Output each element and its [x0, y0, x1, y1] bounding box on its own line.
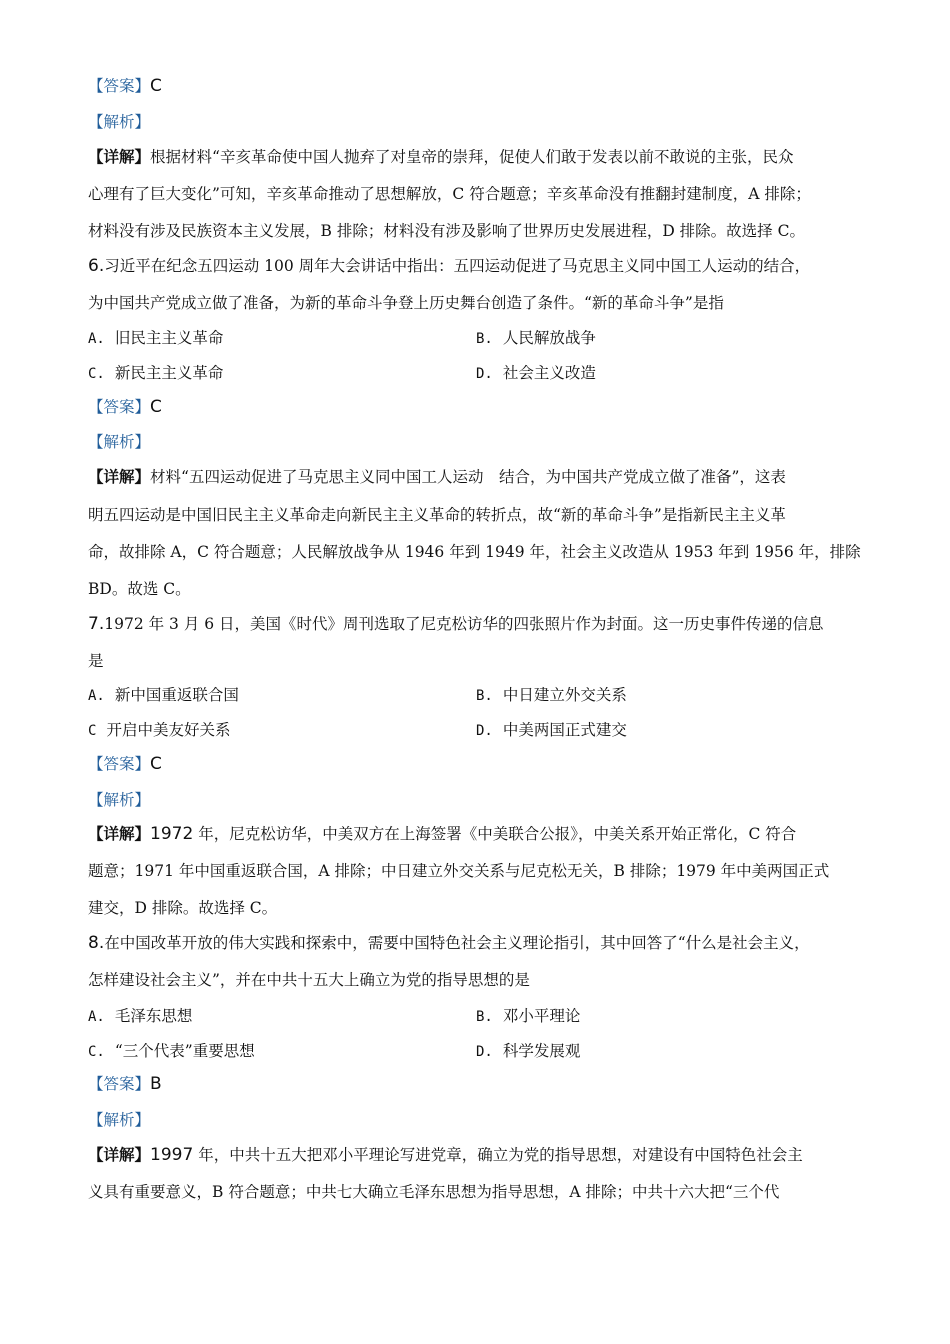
q7-detail-text-3: 建交，D 排除。故选择 C。: [88, 899, 278, 917]
q8-option-a: [88, 1005, 192, 1028]
q6-detail-text-2: 明五四运动是中国旧民主主义革命走向新民主主义革命的转折点，故“新的革命斗争”是指新民主主义革: [88, 506, 786, 524]
option-text: 社会主义改造: [502, 364, 596, 382]
analysis-tag: 【解析】: [88, 791, 151, 809]
option-letter: D.: [476, 366, 493, 382]
q7-stem-line-2: [88, 650, 868, 672]
option-letter: A.: [88, 331, 105, 347]
option-letter: D.: [476, 723, 493, 739]
option-text: 旧民主主义革命: [114, 329, 224, 347]
q6-answer-line: [88, 396, 868, 418]
q8-detail-line-1: [88, 1144, 868, 1166]
q8-analysis-line: [88, 1109, 868, 1131]
q8-detail-year: 1997: [150, 1145, 194, 1165]
q6-number: 6.: [88, 256, 105, 276]
q6-answer-value: C: [150, 397, 162, 417]
q8-detail-line-2: [88, 1181, 868, 1203]
q7-answer-line: [88, 753, 868, 775]
option-letter: C.: [88, 1044, 105, 1060]
q8-detail-text-2: 义具有重要意义，B 符合题意；中共七大确立毛泽东思想为指导思想，A 排除；中共十六大把“三个代: [88, 1183, 780, 1201]
q6-option-d: [476, 362, 596, 385]
q7-detail-text-1: 年，尼克松访华，中美双方在上海签署《中美联合公报》，中美关系开始正常化，C 符合: [193, 825, 797, 843]
option-text: 人民解放战争: [502, 329, 596, 347]
q6-option-b: [476, 327, 596, 350]
analysis-tag: 【解析】: [88, 1111, 151, 1129]
option-text: 中日建立外交关系: [502, 686, 627, 704]
option-text: 新中国重返联合国: [114, 686, 239, 704]
q7-analysis-line: [88, 789, 868, 811]
q5-detail-text-2: 心理有了巨大变化”可知，辛亥革命推动了思想解放，C 符合题意；辛亥革命没有推翻封建制度，A 排除；: [88, 185, 811, 203]
q6-stem-text-2: 为中国共产党成立做了准备，为新的革命斗争登上历史舞台创造了条件。“新的革命斗争”是指: [88, 294, 724, 312]
q5-detail-text-1: 根据材料“辛亥革命使中国人抛弃了对皇帝的崇拜，促使人们敢于发表以前不敢说的主张，民众: [150, 148, 794, 166]
q8-stem-text-1: 在中国改革开放的伟大实践和探索中，需要中国特色社会主义理论指引，其中回答了“什么是社会主义，: [104, 934, 810, 952]
q6-stem-line-1: [88, 255, 868, 277]
q7-stem-text-1: 1972 年 3 月 6 日，美国《时代》周刊选取了尼克松访华的四张照片作为封面。这一历史事件传递的信息: [104, 615, 824, 633]
option-letter: C.: [88, 366, 105, 382]
detail-tag: 【详解】: [88, 468, 151, 486]
option-letter: B.: [476, 1009, 493, 1025]
option-text: 科学发展观: [502, 1042, 581, 1060]
q8-option-b: [476, 1005, 580, 1028]
q6-detail-line-2: [88, 504, 868, 526]
q7-option-b: [476, 684, 627, 707]
option-text: 毛泽东思想: [114, 1007, 193, 1025]
q6-detail-line-4: [88, 578, 868, 600]
q7-detail-line-3: [88, 897, 868, 919]
q7-detail-text-2: 题意；1971 年中国重返联合国，A 排除；中日建立外交关系与尼克松无关，B 排除；1979 年中美两国正式: [88, 862, 830, 880]
q6-detail-text-1: 材料“五四运动促进了马克思主义同中国工人运动 结合，为中国共产党成立做了准备”，这表: [150, 468, 786, 486]
q5-analysis-line: [88, 111, 868, 133]
q7-detail-line-1: [88, 823, 868, 845]
q8-answer-value: B: [150, 1074, 162, 1094]
q5-detail-line-2: [88, 183, 868, 205]
q8-detail-text-1: 年，中共十五大把邓小平理论写进党章，确立为党的指导思想，对建设有中国特色社会主: [193, 1146, 803, 1164]
detail-tag: 【详解】: [88, 825, 151, 843]
q7-option-c: [88, 719, 230, 742]
option-text: 开启中美友好关系: [106, 721, 231, 739]
option-text: 新民主主义革命: [114, 364, 224, 382]
option-letter: B.: [476, 688, 493, 704]
q6-detail-line-3: [88, 541, 868, 563]
option-letter: C: [88, 723, 97, 739]
q6-option-c: [88, 362, 223, 385]
q8-stem-line-1: [88, 932, 868, 954]
q7-answer-value: C: [150, 754, 162, 774]
q7-stem-text-2: 是: [88, 652, 104, 670]
q7-stem-line-1: [88, 613, 868, 635]
q6-detail-text-3: 命，故排除 A，C 符合题意；人民解放战争从 1946 年到 1949 年，社会主义改造从 1953 年到 1956 年，排除: [88, 543, 861, 561]
option-letter: B.: [476, 331, 493, 347]
q7-number: 7.: [88, 614, 105, 634]
q8-stem-line-2: [88, 969, 868, 991]
q5-detail-text-3: 材料没有涉及民族资本主义发展，B 排除；材料没有涉及影响了世界历史发展进程，D 排除。故选择 C。: [88, 222, 805, 240]
option-text: 邓小平理论: [502, 1007, 581, 1025]
q6-option-a: [88, 327, 223, 350]
q8-answer-line: [88, 1073, 868, 1095]
q7-detail-year: 1972: [150, 824, 194, 844]
q7-option-d: [476, 719, 627, 742]
q5-answer-value: C: [150, 76, 162, 96]
q5-answer-line: [88, 75, 868, 97]
q8-option-d: [476, 1040, 580, 1063]
option-letter: A.: [88, 688, 105, 704]
q6-analysis-line: [88, 431, 868, 453]
q6-detail-line-1: [88, 466, 868, 488]
option-letter: A.: [88, 1009, 105, 1025]
answer-tag: 【答案】: [88, 77, 151, 95]
analysis-tag: 【解析】: [88, 433, 151, 451]
q6-stem-text-1: 习近平在纪念五四运动 100 周年大会讲话中指出：五四运动促进了马克思主义同中国工人运动的结合，: [104, 257, 811, 275]
option-letter: D.: [476, 1044, 493, 1060]
q8-number: 8.: [88, 933, 105, 953]
option-text: 中美两国正式建交: [502, 721, 627, 739]
q7-detail-line-2: [88, 860, 868, 882]
q8-stem-text-2: 怎样建设社会主义”，并在中共十五大上确立为党的指导思想的是: [88, 971, 530, 989]
q7-option-a: [88, 684, 239, 707]
q6-stem-line-2: [88, 292, 868, 314]
answer-tag: 【答案】: [88, 1075, 151, 1093]
detail-tag: 【详解】: [88, 1146, 151, 1164]
q5-detail-line-3: [88, 220, 868, 242]
q8-option-c: [88, 1040, 255, 1063]
q6-detail-text-4: BD。故选 C。: [88, 580, 191, 598]
detail-tag: 【详解】: [88, 148, 151, 166]
answer-tag: 【答案】: [88, 398, 151, 416]
analysis-tag: 【解析】: [88, 113, 151, 131]
answer-tag: 【答案】: [88, 755, 151, 773]
q5-detail-line-1: [88, 146, 868, 168]
option-text: “三个代表”重要思想: [114, 1042, 255, 1060]
